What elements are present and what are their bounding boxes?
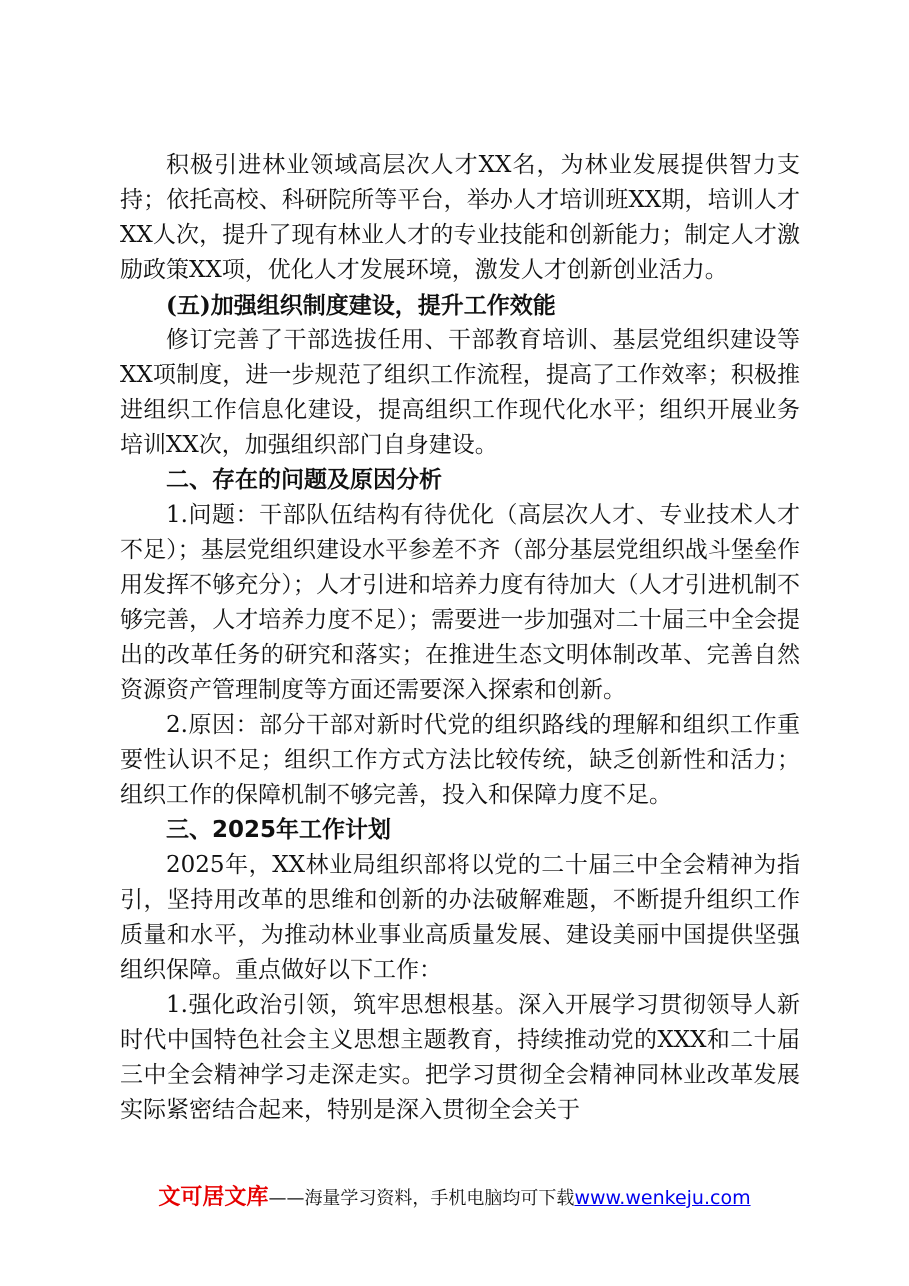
footer-brand: 文可居文库 — [158, 1185, 269, 1210]
subsection-heading: (五)加强组织制度建设，提升工作效能 — [166, 292, 556, 319]
body-paragraph: 1.强化政治引领，筑牢思想根基。深入开展学习贯彻领导人新时代中国特色社会主义思想主题教育，持续推动党的XXX和二十届三中全会精神学习走深走实。把学习贯彻全会精神同林业改革发展实际紧密结合起来，特别是深入贯彻全会关于 — [120, 992, 800, 1123]
body-paragraph: 2.原因：部分干部对新时代党的组织路线的理解和组织工作重要性认识不足；组织工作方式方法比较传统，缺乏创新性和活力；组织工作的保障机制不够完善，投入和保障力度不足。 — [120, 712, 800, 808]
footer-website-link[interactable]: www.wenkeju.com — [574, 1187, 751, 1209]
section-heading: 二、存在的问题及原因分析 — [166, 467, 442, 493]
body-paragraph: 1.问题：干部队伍结构有待优化（高层次人才、专业技术人才不足）；基层党组织建设水平参差不齐（部分基层党组织战斗堡垒作用发挥不够充分）；人才引进和培养力度有待加大（人才引进机制不够完善，人才培养力度不足）；需要进一步加强对二十届三中全会提出的改革任务的研究和落实；在推进生态文明体制改革、完善自然资源资产管理制度等方面还需要深入探索和创新。 — [120, 502, 800, 703]
body-paragraph: 2025年，XX林业局组织部将以党的二十届三中全会精神为指引，坚持用改革的思维和创新的办法破解难题，不断提升组织工作质量和水平，为推动林业事业高质量发展、建设美丽中国提供坚强组织保障。重点做好以下工作： — [120, 852, 800, 983]
footer-banner — [0, 1180, 909, 1211]
body-paragraph: 修订完善了干部选拔任用、干部教育培训、基层党组织建设等XX项制度，进一步规范了组织工作流程，提高了工作效率；积极推进组织工作信息化建设，提高组织工作现代化水平；组织开展业务培训XX次，加强组织部门自身建设。 — [120, 327, 800, 458]
footer-tagline: ——海量学习资料，手机电脑均可下载 — [268, 1188, 575, 1209]
section-heading: 三、2025年工作计划 — [166, 817, 392, 843]
body-paragraph: 积极引进林业领域高层次人才XX名，为林业发展提供智力支持；依托高校、科研院所等平台，举办人才培训班XX期，培训人才XX人次，提升了现有林业人才的专业技能和创新能力；制定人才激励政策XX项，优化人才发展环境，激发人才创新创业活力。 — [120, 152, 800, 283]
document-body — [120, 148, 800, 1128]
